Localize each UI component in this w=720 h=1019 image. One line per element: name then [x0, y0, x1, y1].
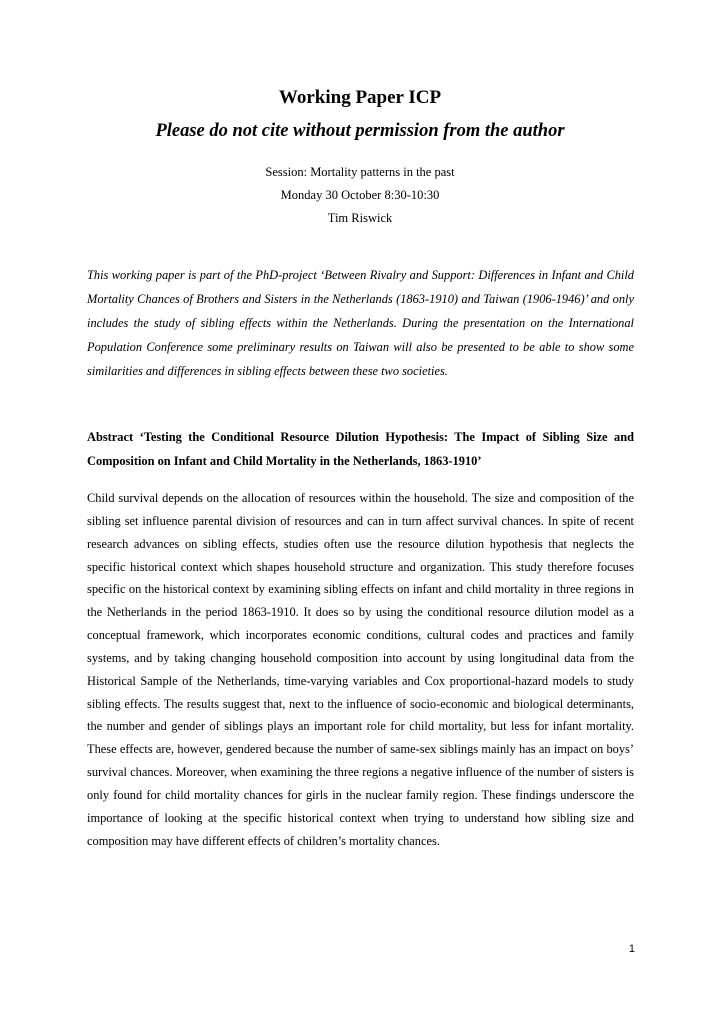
author-name: Tim Riswick: [327, 211, 393, 225]
page-number: 1: [628, 943, 635, 955]
paper-title: Working Paper ICP: [278, 87, 442, 108]
session-line: Session: Mortality patterns in the past: [265, 165, 455, 179]
intro-paragraph: This working paper is part of the PhD-project ‘Between Rivalry and Support: Differences in Infant and Child Mortality Chances of Brothers and Sisters in the Netherlands (1863-1910) and Taiwan (1906-1946)’ and only includes the study of sibling effects within the Netherlands. During the presentation on the International Population Conference some preliminary results on Taiwan will also be presented to be able to show some similarities and differences in sibling effects between these two societies.: [87, 268, 634, 378]
citation-notice: Please do not cite without permission from the author: [155, 121, 565, 141]
session-date: Monday 30 October 8:30-10:30: [280, 188, 440, 202]
abstract-heading: Abstract ‘Testing the Conditional Resource Dilution Hypothesis: The Impact of Sibling Size and Composition on Infant and Child Mortality in the Netherlands, 1863-1910’: [87, 430, 634, 468]
abstract-body: Child survival depends on the allocation of resources within the household. The size and composition of the sibling set influence parental division of resources and can in turn affect survival chances. In spite of recent research advances on sibling effects, studies often use the resource dilution hypothesis that neglects the specific historical context which shapes household structure and organization. This study therefore focuses specific on the historical context by examining sibling effects on infant and child mortality in three regions in the Netherlands in the period 1863-1910. It does so by using the conditional resource dilution model as a conceptual framework, which incorporates economic conditions, cultural codes and practices and family systems, and by taking changing household composition into account by using longitudinal data from the Historical Sample of the Netherlands, time-varying variables and Cox proportional-hazard models to study sibling effects. The results suggest that, next to the influence of socio-economic and biological determinants, the number and gender of siblings plays an important role for child mortality, but less for infant mortality. These effects are, however, gendered because the number of same-sex siblings mainly has an impact on boys’ survival chances. Moreover, when examining the three regions a negative influence of the number of sisters is only found for child mortality chances for girls in the nuclear family region. These findings underscore the importance of looking at the specific historical context when trying to understand how sibling size and composition may have different effects of children’s mortality chances.: [87, 491, 634, 848]
